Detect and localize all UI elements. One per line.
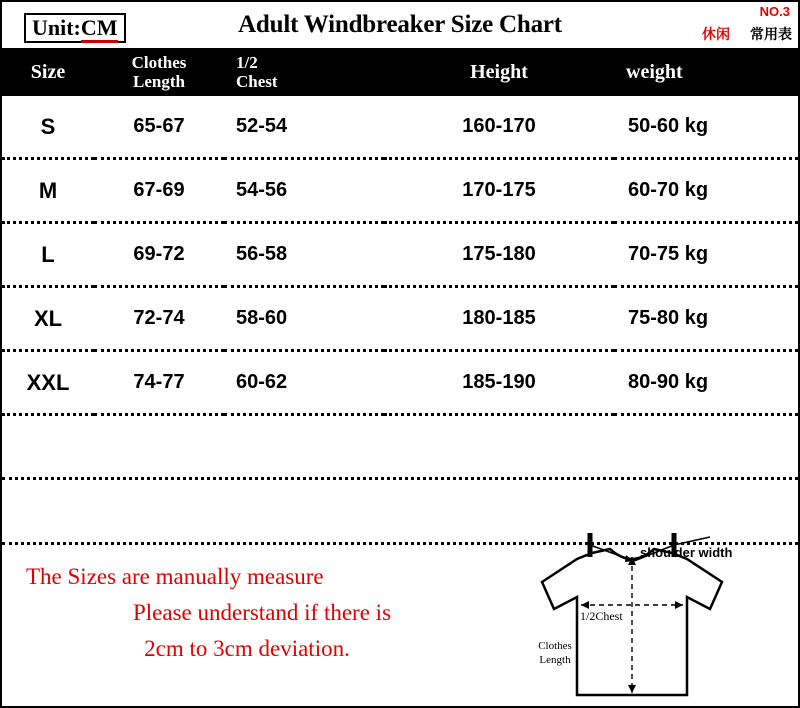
clothes-length-label-line1: Clothes <box>538 640 572 652</box>
cell-size: XXL <box>2 351 94 415</box>
cell-weight: 60-70 kg <box>614 159 798 223</box>
garment-diagram <box>482 527 792 702</box>
corner-number-label: NO.3 <box>759 4 790 19</box>
clothes-length-label-line2: Length <box>539 654 571 666</box>
table-row <box>2 287 798 351</box>
page-header <box>2 2 798 48</box>
cell-height: 175-180 <box>384 223 614 287</box>
table-row <box>2 159 798 223</box>
tshirt-illustration-icon <box>482 527 792 702</box>
unit-prefix-label: Unit: <box>32 15 81 40</box>
shoulder-width-label: shoulder width <box>640 545 733 560</box>
cell-clothes-length: 74-77 <box>94 351 224 415</box>
column-header-half-chest-line1: 1/2 <box>236 53 258 72</box>
cell-weight: 75-80 kg <box>614 287 798 351</box>
cell-weight: 70-75 kg <box>614 223 798 287</box>
table-row <box>2 96 798 159</box>
cell-size: M <box>2 159 94 223</box>
table-row <box>2 223 798 287</box>
page-title: Adult Windbreaker Size Chart <box>238 11 562 38</box>
measurement-notice <box>12 559 472 667</box>
corner-category-label <box>662 24 792 44</box>
column-header-weight: weight <box>614 48 798 96</box>
cell-weight: 80-90 kg <box>614 351 798 415</box>
column-header-half-chest <box>224 48 384 96</box>
unit-value-label: CM <box>81 15 118 43</box>
column-header-clothes-length-line2: Length <box>133 72 185 91</box>
cell-half-chest: 56-58 <box>224 223 384 287</box>
cell-clothes-length: 67-69 <box>94 159 224 223</box>
empty-row-divider <box>2 416 798 480</box>
corner-category-red-label: 休闲 <box>702 26 730 42</box>
cell-half-chest: 52-54 <box>224 96 384 159</box>
cell-half-chest: 54-56 <box>224 159 384 223</box>
cell-height: 170-175 <box>384 159 614 223</box>
cell-half-chest: 60-62 <box>224 351 384 415</box>
clothes-length-label <box>522 639 588 667</box>
cell-height: 185-190 <box>384 351 614 415</box>
cell-height: 160-170 <box>384 96 614 159</box>
footer-section <box>2 545 798 700</box>
cell-height: 180-185 <box>384 287 614 351</box>
column-header-half-chest-line2: Chest <box>236 72 278 91</box>
notice-line-2: Please understand if there is <box>132 600 392 625</box>
cell-clothes-length: 69-72 <box>94 223 224 287</box>
column-header-clothes-length-line1: Clothes <box>131 53 187 72</box>
corner-category-black-label: 常用表 <box>750 26 792 42</box>
table-row <box>2 351 798 415</box>
cell-size: XL <box>2 287 94 351</box>
cell-clothes-length: 65-67 <box>94 96 224 159</box>
half-chest-label: 1/2Chest <box>580 609 623 623</box>
cell-clothes-length: 72-74 <box>94 287 224 351</box>
shoulder-callout-line <box>674 537 710 545</box>
table-header-row <box>2 48 798 96</box>
cell-weight: 50-60 kg <box>614 96 798 159</box>
cell-size: S <box>2 96 94 159</box>
column-header-size: Size <box>2 48 94 96</box>
size-chart-table <box>2 48 798 416</box>
notice-line-1: The Sizes are manually measure <box>26 564 324 589</box>
cell-size: L <box>2 223 94 287</box>
notice-line-3: 2cm to 3cm deviation. <box>144 636 350 661</box>
column-header-height: Height <box>384 48 614 96</box>
cell-half-chest: 58-60 <box>224 287 384 351</box>
column-header-clothes-length <box>94 48 224 96</box>
